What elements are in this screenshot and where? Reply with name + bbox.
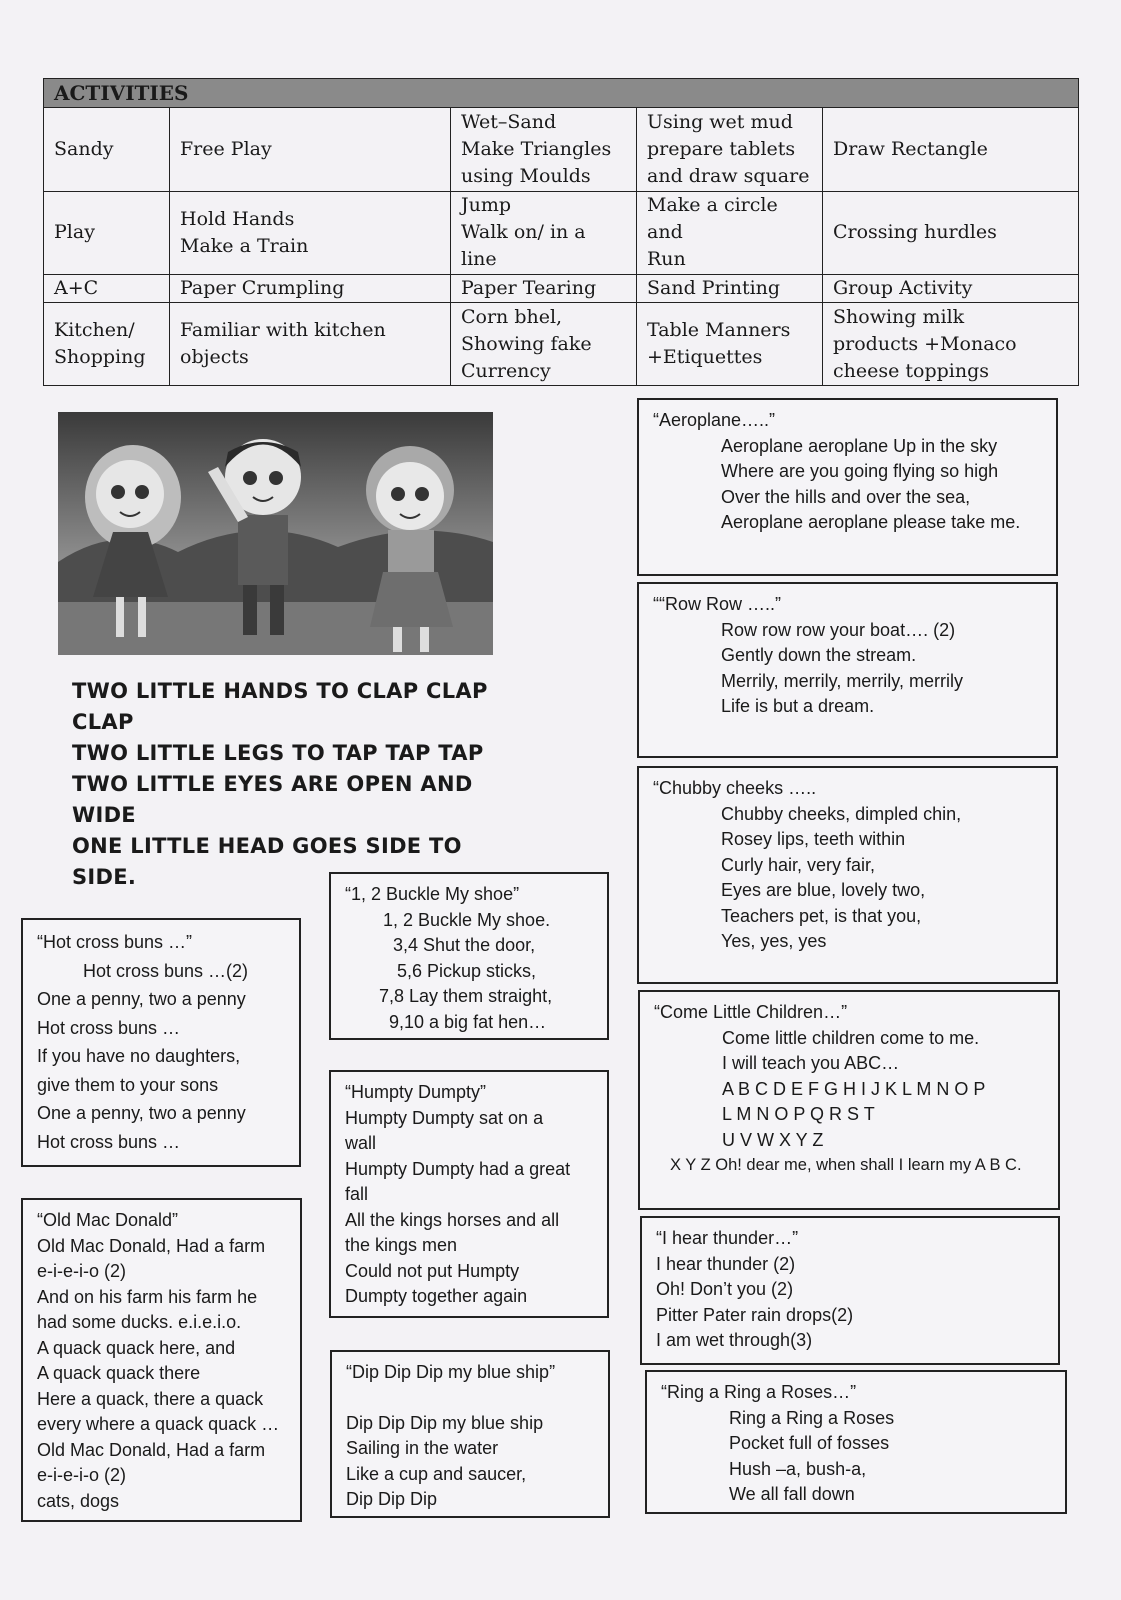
aeroplane-rhyme-box: “Aeroplane…..” Aeroplane aeroplane Up in the sky Where are you going flying so high Over the hills and over the sea, Aeroplane aeroplane please take me. xyxy=(637,398,1058,576)
old-mac-donald-rhyme-box: “Old Mac Donald” Old Mac Donald, Had a farm e-i-e-i-o (2) And on his farm his farm he had some ducks. e.i.e.i.o. A quack quack here, and A quack quack there Here a quack, there a quack every where a quack quack … Old Mac Donald, Had a farm e-i-e-i-o (2) cats, dogs xyxy=(21,1198,302,1522)
kids-drawing xyxy=(58,412,493,655)
activity-cell: Hold Hands Make a Train xyxy=(170,191,451,275)
rhyme-title: “Come Little Children…” xyxy=(654,1002,848,1022)
rhyme-title: “Hot cross buns …” xyxy=(37,932,193,952)
activity-name: Play xyxy=(44,191,170,275)
clap-line: CLAP xyxy=(72,710,134,734)
rhyme-title: “Chubby cheeks ….. xyxy=(653,778,817,798)
ring-a-roses-rhyme-box: “Ring a Ring a Roses…” Ring a Ring a Roses Pocket full of fosses Hush –a, bush-a, We all fall down xyxy=(645,1370,1067,1514)
activity-cell: Paper Tearing xyxy=(451,275,637,303)
i-hear-thunder-rhyme-box: “I hear thunder…” I hear thunder (2) Oh! Don’t you (2) Pitter Pater rain drops(2) I am wet through(3) xyxy=(640,1216,1060,1365)
activities-table xyxy=(43,78,1079,386)
clap-line: TWO LITTLE EYES ARE OPEN AND xyxy=(72,772,473,796)
buckle-my-shoe-rhyme-box: “1, 2 Buckle My shoe” 1, 2 Buckle My shoe. 3,4 Shut the door, 5,6 Pickup sticks, 7,8 Lay them straight, 9,10 a big fat hen… xyxy=(329,872,609,1040)
clap-line: TWO LITTLE HANDS TO CLAP CLAP xyxy=(72,679,488,703)
rhyme-title: “Old Mac Donald” xyxy=(37,1210,179,1230)
rhyme-title: “1, 2 Buckle My shoe” xyxy=(345,884,520,904)
activity-name: Sandy xyxy=(44,108,170,192)
activity-cell: Table Manners +Etiquettes xyxy=(637,303,823,386)
dip-dip-rhyme-box: “Dip Dip Dip my blue ship” Dip Dip Dip my blue ship Sailing in the water Like a cup and saucer, Dip Dip Dip xyxy=(330,1350,610,1518)
activity-cell: Free Play xyxy=(170,108,451,192)
chubby-cheeks-rhyme-box: “Chubby cheeks ….. Chubby cheeks, dimpled chin, Rosey lips, teeth within Curly hair, very fair, Eyes are blue, lovely two, Teachers pet, is that you, Yes, yes, yes xyxy=(637,766,1058,984)
come-little-children-rhyme-box: “Come Little Children…” Come little children come to me. I will teach you ABC… A B C D E F G H I J K L M N O P L M N O P Q R S T U V W X Y Z X Y Z Oh! dear me, when shall I learn my A B C. xyxy=(638,990,1060,1210)
clap-line: WIDE xyxy=(72,803,136,827)
clap-line: SIDE. xyxy=(72,865,137,889)
activity-cell: Crossing hurdles xyxy=(823,191,1079,275)
activity-cell: Showing milk products +Monaco cheese toppings xyxy=(823,303,1079,386)
activity-cell: Sand Printing xyxy=(637,275,823,303)
clap-line: TWO LITTLE LEGS TO TAP TAP TAP xyxy=(72,741,484,765)
dancing-kids-illustration xyxy=(58,412,493,655)
rhyme-title: “I hear thunder…” xyxy=(656,1228,799,1248)
activity-cell: Familiar with kitchen objects xyxy=(170,303,451,386)
activity-cell: Wet–Sand Make Triangles using Moulds xyxy=(451,108,637,192)
clap-rhyme xyxy=(72,676,492,893)
activity-cell: Group Activity xyxy=(823,275,1079,303)
activity-cell: Corn bhel, Showing fake Currency xyxy=(451,303,637,386)
activity-cell: Make a circle and Run xyxy=(637,191,823,275)
rhyme-title: “Ring a Ring a Roses…” xyxy=(661,1382,857,1402)
activity-name: Kitchen/ Shopping xyxy=(44,303,170,386)
activity-name: A+C xyxy=(44,275,170,303)
activity-cell: Paper Crumpling xyxy=(170,275,451,303)
row-row-rhyme-box: ““Row Row …..” Row row row your boat…. (2) Gently down the stream. Merrily, merrily, merrily, merrily Life is but a dream. xyxy=(637,582,1058,758)
activity-cell: Using wet mud prepare tablets and draw square xyxy=(637,108,823,192)
activity-cell: Jump Walk on/ in a line xyxy=(451,191,637,275)
rhyme-title: “Dip Dip Dip my blue ship” xyxy=(346,1362,556,1382)
rhyme-title: “Humpty Dumpty” xyxy=(345,1082,487,1102)
hot-cross-buns-rhyme-box: “Hot cross buns …” Hot cross buns …(2) One a penny, two a penny Hot cross buns … If you have no daughters, give them to your sons One a penny, two a penny Hot cross buns … xyxy=(21,918,301,1167)
rhyme-title: ““Row Row …..” xyxy=(653,594,782,614)
activity-cell: Draw Rectangle xyxy=(823,108,1079,192)
activities-header: ACTIVITIES xyxy=(44,79,1079,108)
rhyme-title: “Aeroplane…..” xyxy=(653,410,776,430)
humpty-dumpty-rhyme-box: “Humpty Dumpty” Humpty Dumpty sat on a wall Humpty Dumpty had a great fall All the kings horses and all the kings men Could not put Humpty Dumpty together again xyxy=(329,1070,609,1318)
clap-line: ONE LITTLE HEAD GOES SIDE TO xyxy=(72,834,462,858)
